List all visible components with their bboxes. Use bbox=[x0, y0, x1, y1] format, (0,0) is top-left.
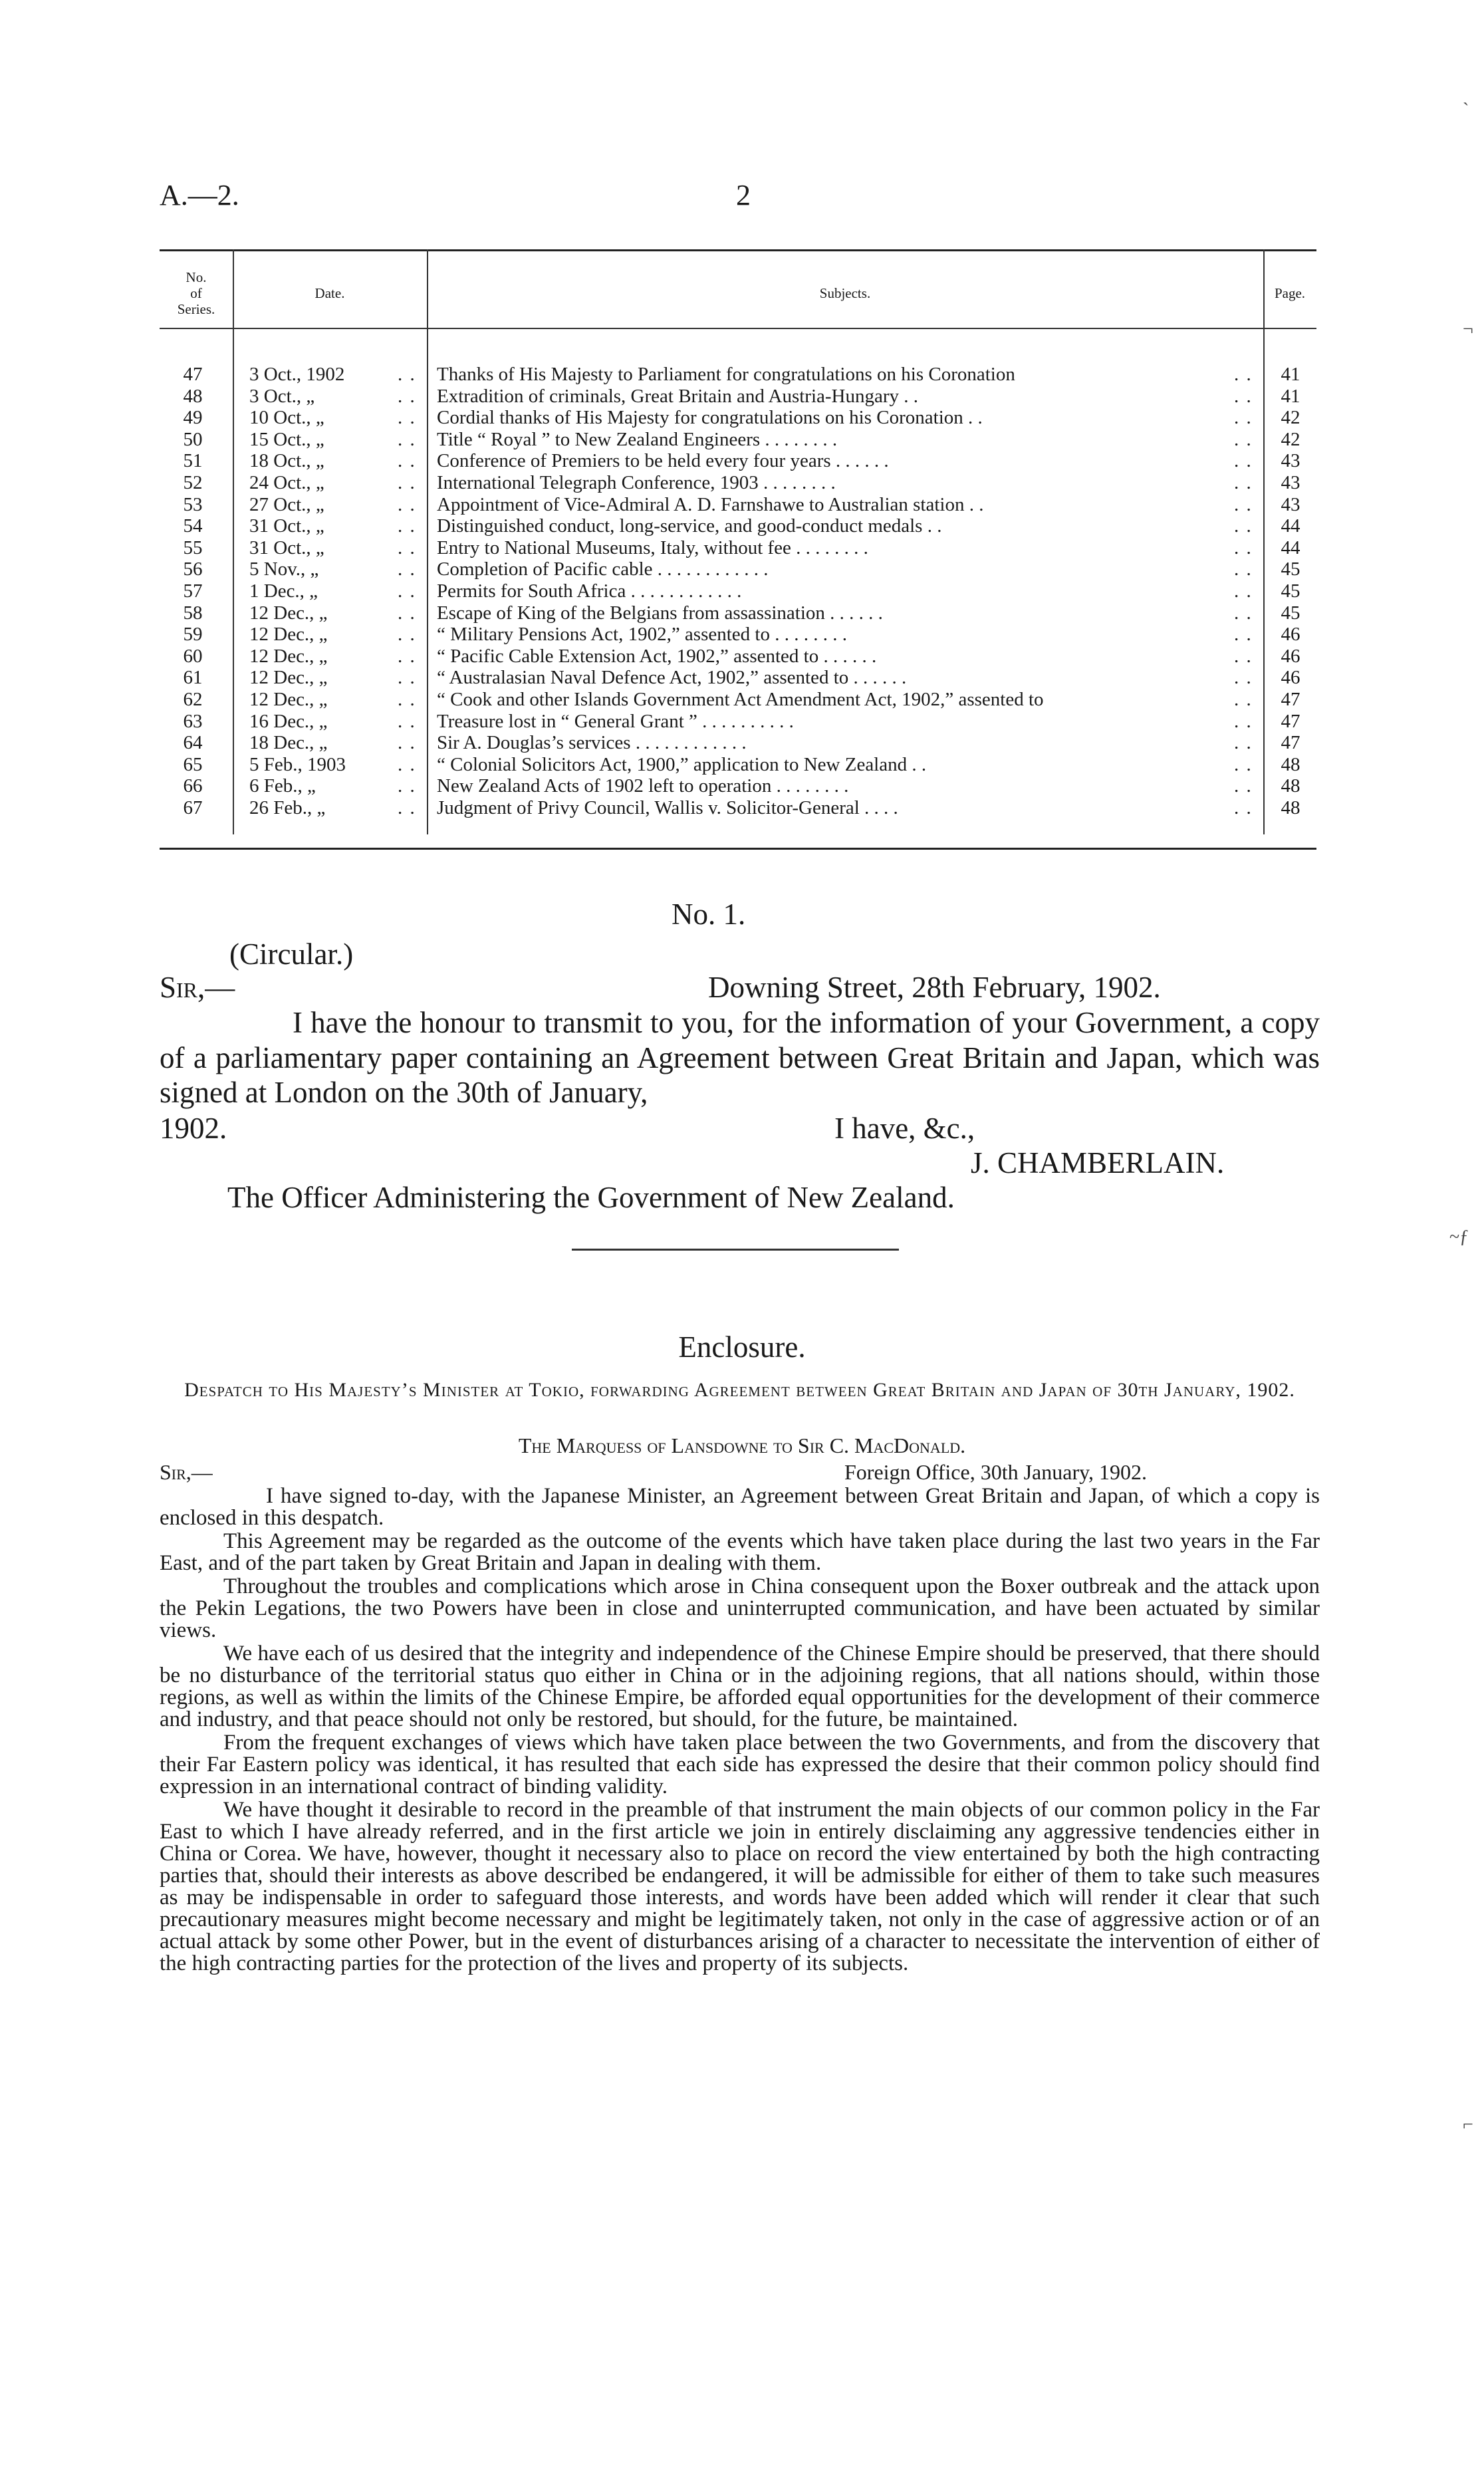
enclosure-paragraph: This Agreement may be regarded as the outcome of the events which have taken place during the last two years in the Far East, and of the part taken by Great Britain and Japan in dealing with them. bbox=[160, 1529, 1320, 1575]
row-page: 41 bbox=[1281, 385, 1300, 407]
leader-dots: . . bbox=[398, 732, 416, 754]
row-subject: “ Cook and other Islands Government Act Amendment Act, 1902,” assented to bbox=[437, 688, 1044, 710]
row-date: 27 Oct., „ bbox=[249, 493, 324, 515]
letter-address-date: Downing Street, 28th February, 1902. bbox=[708, 971, 1161, 1004]
letter-addressee: The Officer Administering the Government of New Zealand. bbox=[227, 1181, 955, 1214]
row-page: 47 bbox=[1281, 732, 1300, 754]
row-date: 12 Dec., „ bbox=[249, 602, 328, 624]
margin-speck: ` bbox=[1463, 100, 1469, 120]
row-date: 24 Oct., „ bbox=[249, 471, 324, 493]
row-page: 41 bbox=[1281, 364, 1300, 385]
row-number: 51 bbox=[183, 450, 203, 472]
leader-dots: . . bbox=[1234, 624, 1253, 646]
leader-dots: . . bbox=[398, 558, 416, 580]
table-row bbox=[160, 386, 1316, 408]
row-subject: Completion of Pacific cable . . . . . . . . . . . . bbox=[437, 558, 769, 580]
header-subjects: Subjects. bbox=[819, 285, 871, 301]
row-subject: “ Pacific Cable Extension Act, 1902,” assented to . . . . . . bbox=[437, 645, 877, 667]
table-row bbox=[160, 732, 1316, 754]
table-row bbox=[160, 754, 1316, 776]
enclosure-body bbox=[160, 1485, 1320, 1976]
row-subject: Cordial thanks of His Majesty for congratulations on his Coronation . . bbox=[437, 407, 983, 429]
header-series: Series. bbox=[177, 301, 215, 317]
enclosure-salutation: Sir,— bbox=[160, 1460, 213, 1484]
row-number: 56 bbox=[183, 558, 203, 580]
letter-number: No. 1. bbox=[672, 898, 746, 931]
row-date: 5 Feb., 1903 bbox=[249, 753, 346, 775]
table-row bbox=[160, 667, 1316, 689]
row-subject: New Zealand Acts of 1902 left to operation . . . . . . . . bbox=[437, 775, 849, 797]
row-date: 5 Nov., „ bbox=[249, 558, 319, 580]
letter-signature: J. CHAMBERLAIN. bbox=[971, 1146, 1225, 1179]
row-page: 44 bbox=[1281, 537, 1300, 558]
leader-dots: . . bbox=[398, 624, 416, 646]
leader-dots: . . bbox=[1234, 407, 1253, 429]
row-number: 47 bbox=[183, 364, 203, 385]
enclosure-address-date: Foreign Office, 30th January, 1902. bbox=[844, 1460, 1148, 1484]
table-row bbox=[160, 689, 1316, 711]
table-row bbox=[160, 537, 1316, 559]
row-subject: Entry to National Museums, Italy, without fee . . . . . . . . bbox=[437, 537, 868, 558]
section-divider bbox=[572, 1249, 899, 1251]
row-subject: Extradition of criminals, Great Britain and Austria-Hungary . . bbox=[437, 385, 919, 407]
row-number: 61 bbox=[183, 667, 203, 689]
table-row bbox=[160, 515, 1316, 537]
row-date: 31 Oct., „ bbox=[249, 537, 324, 558]
row-date: 3 Oct., „ bbox=[249, 385, 315, 407]
leader-dots: . . bbox=[398, 493, 416, 515]
leader-dots: . . bbox=[1234, 471, 1253, 493]
row-subject: “ Australasian Naval Defence Act, 1902,” assented to . . . . . . bbox=[437, 667, 907, 689]
enclosure-paragraph: We have thought it desirable to record in the preamble of that instrument the main objects of our common policy in the Far East to which I have already referred, and in the first article we join in entirely disclaiming any aggressive tendencies either in China or Corea. We have, however, thought it necessary also to place on record the view entertained by both the high contracting parties that, should their interests as above described be endangered, it will be admissible for either of them to take such measures as may be indispensable in order to safeguard those interests, and words have been added which will render it clear that such precautionary measures might become necessary and might be legitimately taken, not only in the case of aggressive action or of an actual attack by some other Power, but in the event of disturbances arising of a character to necessitate the intervention of either of the high contracting parties for the protection of the lives and property of its subjects. bbox=[160, 1798, 1320, 1975]
row-page: 48 bbox=[1281, 775, 1300, 797]
enclosure-paragraph: From the frequent exchanges of views which have taken place between the two Governments, and from the discovery that their Far Eastern policy was identical, it has resulted that each side has expressed the desire that their common policy should find expression in an international contract of binding validity. bbox=[160, 1731, 1320, 1798]
row-number: 54 bbox=[183, 515, 203, 537]
leader-dots: . . bbox=[398, 428, 416, 450]
leader-dots: . . bbox=[398, 515, 416, 537]
enclosure-paragraph: We have each of us desired that the integrity and independence of the Chinese Empire should be preserved, that there should be no disturbance of the territorial status quo either in China or in the adjoining regions, that all nations should, within those regions, as well as within the limits of the Chinese Empire, be afforded equal opportunities for the development of their commerce and industry, and that peace should not only be restored, but should, for the future, be maintained. bbox=[160, 1642, 1320, 1731]
leader-dots: . . bbox=[398, 385, 416, 407]
table-row bbox=[160, 364, 1316, 386]
row-subject: Title “ Royal ” to New Zealand Engineers . . . . . . . . bbox=[437, 428, 838, 450]
row-date: 18 Oct., „ bbox=[249, 450, 324, 472]
enclosure-from-to: The Marquess of Lansdowne to Sir C. MacDonald. bbox=[518, 1433, 966, 1457]
enclosure-subtitle: Despatch to His Majesty’s Minister at Tokio, forwarding Agreement between Great Britain and Japan of 30th January, 1902. bbox=[184, 1379, 1295, 1401]
leader-dots: . . bbox=[1234, 775, 1253, 797]
row-subject: International Telegraph Conference, 1903 . . . . . . . . bbox=[437, 471, 836, 493]
row-number: 52 bbox=[183, 471, 203, 493]
letter-salutation: Sir,— bbox=[160, 971, 235, 1004]
row-page: 46 bbox=[1281, 667, 1300, 689]
row-page: 43 bbox=[1281, 471, 1300, 493]
row-subject: Sir A. Douglas’s services . . . . . . . . . . . . bbox=[437, 732, 747, 754]
row-date: 18 Dec., „ bbox=[249, 732, 328, 754]
row-number: 66 bbox=[183, 775, 203, 797]
row-subject: Distinguished conduct, long-service, and good-conduct medals . . bbox=[437, 515, 942, 537]
row-date: 6 Feb., „ bbox=[249, 775, 316, 797]
row-date: 3 Oct., 1902 bbox=[249, 364, 345, 385]
leader-dots: . . bbox=[398, 645, 416, 667]
row-number: 58 bbox=[183, 602, 203, 624]
letter-year: 1902. bbox=[160, 1112, 227, 1145]
row-page: 48 bbox=[1281, 797, 1300, 818]
leader-dots: . . bbox=[398, 450, 416, 472]
row-number: 55 bbox=[183, 537, 203, 558]
leader-dots: . . bbox=[398, 688, 416, 710]
page-number: 2 bbox=[736, 179, 751, 211]
table-top-rule bbox=[160, 249, 1316, 251]
row-subject: Permits for South Africa . . . . . . . . . . . . bbox=[437, 580, 742, 602]
row-page: 46 bbox=[1281, 645, 1300, 667]
table-row bbox=[160, 580, 1316, 602]
row-page: 45 bbox=[1281, 580, 1300, 602]
leader-dots: . . bbox=[398, 537, 416, 558]
table-row bbox=[160, 472, 1316, 494]
table-row bbox=[160, 558, 1316, 580]
row-date: 12 Dec., „ bbox=[249, 645, 328, 667]
margin-speck: ~ƒ bbox=[1449, 1227, 1469, 1247]
letter-body bbox=[160, 1005, 1320, 1110]
row-date: 26 Feb., „ bbox=[249, 797, 326, 818]
table-header-rule bbox=[160, 328, 1316, 329]
table-row bbox=[160, 429, 1316, 451]
row-number: 59 bbox=[183, 624, 203, 646]
row-subject: Treasure lost in “ General Grant ” . . . . . . . . . . bbox=[437, 710, 794, 732]
row-page: 45 bbox=[1281, 602, 1300, 624]
header-date: Date. bbox=[314, 285, 345, 301]
row-subject: “ Military Pensions Act, 1902,” assented to . . . . . . . . bbox=[437, 624, 847, 646]
header-of: of bbox=[190, 285, 202, 301]
leader-dots: . . bbox=[1234, 667, 1253, 689]
letter-closing: I have, &c., bbox=[834, 1112, 975, 1145]
row-number: 57 bbox=[183, 580, 203, 602]
table-row bbox=[160, 494, 1316, 516]
row-number: 53 bbox=[183, 493, 203, 515]
row-number: 62 bbox=[183, 688, 203, 710]
leader-dots: . . bbox=[398, 797, 416, 818]
row-subject: “ Colonial Solicitors Act, 1900,” application to New Zealand . . bbox=[437, 753, 927, 775]
row-page: 44 bbox=[1281, 515, 1300, 537]
row-subject: Judgment of Privy Council, Wallis v. Solicitor-General . . . . bbox=[437, 797, 898, 818]
leader-dots: . . bbox=[398, 667, 416, 689]
row-page: 48 bbox=[1281, 753, 1300, 775]
row-number: 50 bbox=[183, 428, 203, 450]
document-reference: A.—2. bbox=[160, 179, 239, 211]
row-page: 42 bbox=[1281, 407, 1300, 429]
row-date: 12 Dec., „ bbox=[249, 688, 328, 710]
leader-dots: . . bbox=[1234, 558, 1253, 580]
row-date: 16 Dec., „ bbox=[249, 710, 328, 732]
row-number: 60 bbox=[183, 645, 203, 667]
leader-dots: . . bbox=[398, 753, 416, 775]
margin-speck: ⌐ bbox=[1463, 2114, 1473, 2135]
row-date: 15 Oct., „ bbox=[249, 428, 324, 450]
table-row bbox=[160, 407, 1316, 429]
leader-dots: . . bbox=[1234, 797, 1253, 818]
leader-dots: . . bbox=[1234, 364, 1253, 385]
leader-dots: . . bbox=[1234, 710, 1253, 732]
row-number: 67 bbox=[183, 797, 203, 818]
row-page: 47 bbox=[1281, 688, 1300, 710]
enclosure-title: Enclosure. bbox=[678, 1330, 806, 1364]
row-page: 45 bbox=[1281, 558, 1300, 580]
leader-dots: . . bbox=[398, 602, 416, 624]
leader-dots: . . bbox=[1234, 428, 1253, 450]
table-row bbox=[160, 797, 1316, 819]
row-date: 10 Oct., „ bbox=[249, 407, 324, 429]
row-number: 48 bbox=[183, 385, 203, 407]
leader-dots: . . bbox=[1234, 450, 1253, 472]
leader-dots: . . bbox=[1234, 645, 1253, 667]
leader-dots: . . bbox=[398, 775, 416, 797]
leader-dots: . . bbox=[1234, 537, 1253, 558]
header-no-of-series bbox=[160, 269, 233, 317]
row-date: 31 Oct., „ bbox=[249, 515, 324, 537]
row-date: 12 Dec., „ bbox=[249, 624, 328, 646]
leader-dots: . . bbox=[1234, 493, 1253, 515]
leader-dots: . . bbox=[1234, 688, 1253, 710]
row-page: 42 bbox=[1281, 428, 1300, 450]
table-row bbox=[160, 450, 1316, 472]
table-row bbox=[160, 624, 1316, 646]
leader-dots: . . bbox=[398, 407, 416, 429]
header-no: No. bbox=[186, 269, 207, 285]
margin-speck: ¬ bbox=[1463, 319, 1473, 340]
table-row bbox=[160, 711, 1316, 733]
header-page: Page. bbox=[1274, 285, 1306, 301]
row-page: 43 bbox=[1281, 493, 1300, 515]
table-row bbox=[160, 775, 1316, 797]
row-number: 63 bbox=[183, 710, 203, 732]
row-date: 12 Dec., „ bbox=[249, 667, 328, 689]
letter-body-text: I have the honour to transmit to you, for the information of your Government, a copy of a parliamentary paper containing an Agreement between Great Britain and Japan, which was signed at London on the 30th of January, bbox=[160, 1006, 1320, 1109]
row-page: 43 bbox=[1281, 450, 1300, 472]
enclosure-paragraph: Throughout the troubles and complications which arose in China consequent upon the Boxer outbreak and the attack upon the Pekin Legations, the two Powers have been in close and uninterrupted communication, and have been actuated by similar views. bbox=[160, 1574, 1320, 1642]
table-body bbox=[160, 364, 1316, 818]
row-subject: Thanks of His Majesty to Parliament for congratulations on his Coronation bbox=[437, 364, 1015, 385]
leader-dots: . . bbox=[1234, 385, 1253, 407]
leader-dots: . . bbox=[1234, 580, 1253, 602]
enclosure-paragraph: I have signed to-day, with the Japanese Minister, an Agreement between Great Britain and Japan, of which a copy is enclosed in this despatch. bbox=[160, 1484, 1320, 1530]
table-row bbox=[160, 602, 1316, 624]
row-number: 65 bbox=[183, 753, 203, 775]
leader-dots: . . bbox=[398, 580, 416, 602]
row-page: 46 bbox=[1281, 624, 1300, 646]
leader-dots: . . bbox=[1234, 732, 1253, 754]
leader-dots: . . bbox=[398, 471, 416, 493]
row-subject: Appointment of Vice-Admiral A. D. Farnshawe to Australian station . . bbox=[437, 493, 984, 515]
leader-dots: . . bbox=[398, 710, 416, 732]
table-bottom-rule bbox=[160, 848, 1316, 850]
leader-dots: . . bbox=[398, 364, 416, 385]
row-subject: Conference of Premiers to be held every four years . . . . . . bbox=[437, 450, 889, 472]
row-number: 49 bbox=[183, 407, 203, 429]
leader-dots: . . bbox=[1234, 602, 1253, 624]
circular-label: (Circular.) bbox=[229, 937, 354, 971]
row-date: 1 Dec., „ bbox=[249, 580, 318, 602]
row-subject: Escape of King of the Belgians from assassination . . . . . . bbox=[437, 602, 883, 624]
row-number: 64 bbox=[183, 732, 203, 754]
leader-dots: . . bbox=[1234, 753, 1253, 775]
row-page: 47 bbox=[1281, 710, 1300, 732]
table-row bbox=[160, 646, 1316, 668]
leader-dots: . . bbox=[1234, 515, 1253, 537]
